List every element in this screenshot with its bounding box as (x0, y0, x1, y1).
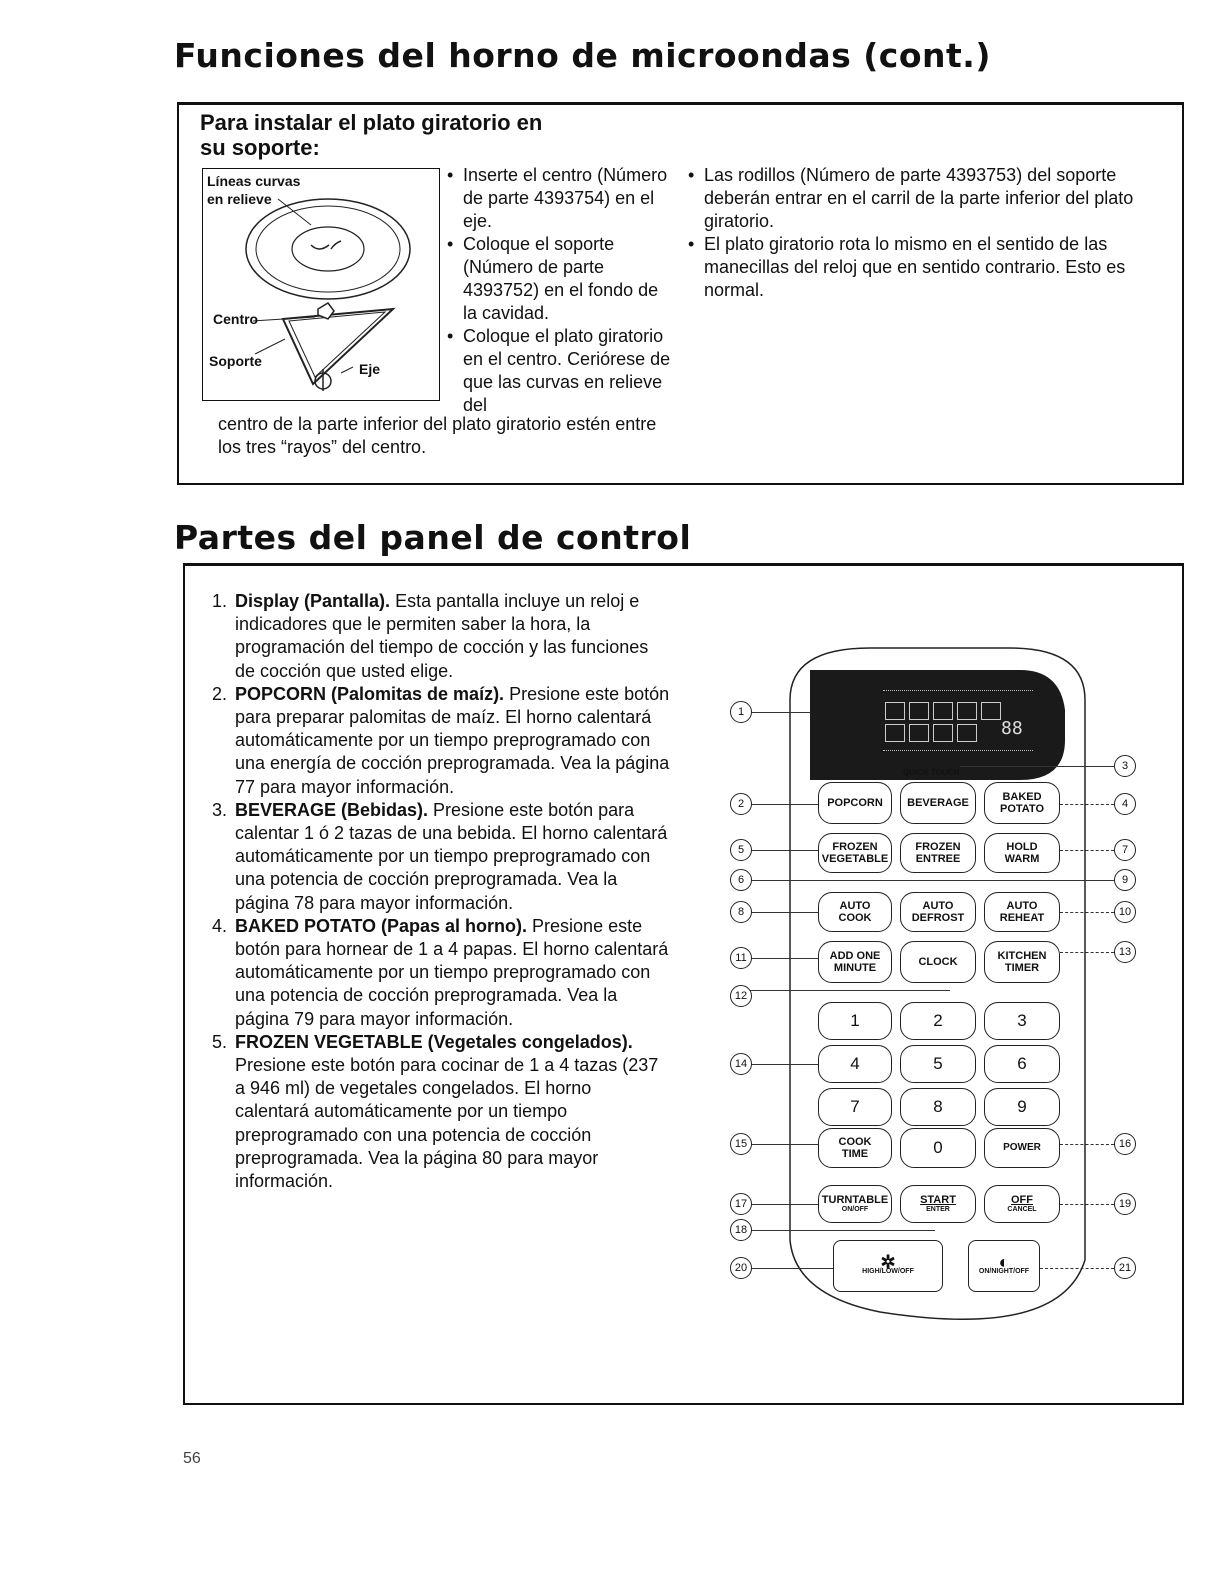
callout-13: 13 (1114, 941, 1136, 963)
install-steps (447, 164, 677, 417)
number-1-button[interactable]: 1 (818, 1002, 892, 1040)
part-item: 5. FROZEN VEGETABLE (Vegetales congelados). Presione este botón para cocinar de 1 a 4 tazas (237 a 946 ml) de vegetales congelados. El horno calentará automáticamente por un tiempo preprogramado con una potencia de cocción preprogramada. Vea la página 80 para mayor información. (212, 1031, 659, 1192)
install-heading: Para instalar el plato giratorio en su soporte: (200, 110, 543, 160)
start-button[interactable]: START ENTER (900, 1185, 976, 1223)
power-button[interactable]: POWER (984, 1128, 1060, 1168)
number-9-button[interactable]: 9 (984, 1088, 1060, 1126)
callout-11: 11 (730, 947, 752, 969)
install-notes (688, 164, 1163, 302)
number-2-button[interactable]: 2 (900, 1002, 976, 1040)
part-item: 2. POPCORN (Palomitas de maíz). Presione este botón para preparar palomitas de maíz. El horno calentará automáticamente por un tiempo preprogramado con una energía de cocción preprogramada. Vea la página 77 para mayor información. (212, 683, 670, 797)
turntable-diagram (202, 168, 440, 401)
page-title: Funciones del horno de microondas (cont.) (174, 36, 991, 75)
frozen-entree-button[interactable]: FROZEN ENTREE (900, 833, 976, 873)
install-note: • El plato giratorio rota lo mismo en el sentido de las manecillas del reloj que en sentido contrario. Esto es normal. (688, 233, 1163, 302)
install-step: • Coloque el plato giratorio en el centro. Ceriórese de que las curvas en relieve del (447, 325, 677, 417)
part-item: 3. BEVERAGE (Bebidas). Presione este botón para calentar 1 ó 2 tazas de una bebida. El horno calentará automáticamente por un tiempo preprogramado con una potencia de cocción preprogramada. Vea la página 78 para mayor información. (212, 799, 668, 913)
display-readout (883, 688, 1033, 770)
number-8-button[interactable]: 8 (900, 1088, 976, 1126)
callout-10: 10 (1114, 901, 1136, 923)
callout-6: 6 (730, 869, 752, 891)
callout-1: 1 (730, 701, 752, 723)
install-step-continuation: centro de la parte inferior del plato giratorio estén entre los tres “rayos” del centro. (218, 414, 657, 457)
callout-7: 7 (1114, 839, 1136, 861)
callout-8: 8 (730, 901, 752, 923)
callout-15: 15 (730, 1133, 752, 1155)
label-soporte: Soporte (209, 353, 262, 369)
number-0-button[interactable]: 0 (900, 1128, 976, 1168)
display-digits: 88 (1001, 718, 1023, 739)
parts-list (212, 590, 670, 1193)
light-button[interactable]: ◐ ON/NIGHT/OFF (968, 1240, 1040, 1292)
add-one-minute-button[interactable]: ADD ONE MINUTE (818, 941, 892, 983)
label-centro: Centro (213, 311, 259, 327)
baked-potato-button[interactable]: BAKED POTATO (984, 782, 1060, 824)
section-title: Partes del panel de control (174, 518, 692, 557)
control-panel-diagram (720, 640, 1160, 1320)
hold-warm-button[interactable]: HOLD WARM (984, 833, 1060, 873)
callout-4: 4 (1114, 793, 1136, 815)
auto-cook-button[interactable]: AUTO COOK (818, 892, 892, 932)
callout-14: 14 (730, 1053, 752, 1075)
callout-9: 9 (1114, 869, 1136, 891)
part-item: 4. BAKED POTATO (Papas al horno). Presione este botón para hornear de 1 a 4 papas. El horno calentará automáticamente por un tiempo preprogramado con una potencia de cocción preprogramada. Vea la página 79 para mayor información. (212, 915, 669, 1029)
install-step: • Coloque el soporte (Número de parte 4393752) en el fondo de la cavidad. (447, 233, 677, 325)
auto-defrost-button[interactable]: AUTO DEFROST (900, 892, 976, 932)
off-cancel-button[interactable]: OFF CANCEL (984, 1185, 1060, 1223)
install-note: • Las rodillos (Número de parte 4393753) del soporte deberán entrar en el carril de la parte inferior del plato giratorio. (688, 164, 1163, 233)
quick-touch-label: QUICK TOUCH (903, 768, 960, 777)
callout-20: 20 (730, 1257, 752, 1279)
number-6-button[interactable]: 6 (984, 1045, 1060, 1083)
callout-12: 12 (730, 985, 752, 1007)
auto-reheat-button[interactable]: AUTO REHEAT (984, 892, 1060, 932)
page-number: 56 (183, 1450, 201, 1467)
vent-fan-button[interactable]: ✲ HIGH/LOW/OFF (833, 1240, 943, 1292)
number-7-button[interactable]: 7 (818, 1088, 892, 1126)
callout-17: 17 (730, 1193, 752, 1215)
label-eje: Eje (359, 361, 381, 377)
callout-3: 3 (1114, 755, 1136, 777)
number-3-button[interactable]: 3 (984, 1002, 1060, 1040)
number-5-button[interactable]: 5 (900, 1045, 976, 1083)
light-bulb-icon: ◐ (998, 1252, 1010, 1272)
callout-21: 21 (1114, 1257, 1136, 1279)
number-4-button[interactable]: 4 (818, 1045, 892, 1083)
callout-5: 5 (730, 839, 752, 861)
clock-button[interactable]: CLOCK (900, 941, 976, 983)
fan-icon: ✲ (880, 1252, 896, 1272)
kitchen-timer-button[interactable]: KITCHEN TIMER (984, 941, 1060, 983)
popcorn-button[interactable]: POPCORN (818, 782, 892, 824)
label-lineas-curvas: Líneas curvas (207, 173, 301, 189)
install-step: • Inserte el centro (Número de parte 4393754) en el eje. (447, 164, 677, 233)
frozen-vegetable-button[interactable]: FROZEN VEGETABLE (818, 833, 892, 873)
label-en-relieve: en relieve (207, 191, 272, 207)
callout-18: 18 (730, 1219, 752, 1241)
cook-time-button[interactable]: COOK TIME (818, 1128, 892, 1168)
callout-19: 19 (1114, 1193, 1136, 1215)
beverage-button[interactable]: BEVERAGE (900, 782, 976, 824)
callout-16: 16 (1114, 1133, 1136, 1155)
part-item: 1. Display (Pantalla). Esta pantalla incluye un reloj e indicadores que le permiten saber la hora, la programación del tiempo de cocción y las funciones de cocción que usted elige. (212, 591, 649, 681)
callout-2: 2 (730, 793, 752, 815)
turntable-button[interactable]: TURNTABLE ON/OFF (818, 1185, 892, 1223)
